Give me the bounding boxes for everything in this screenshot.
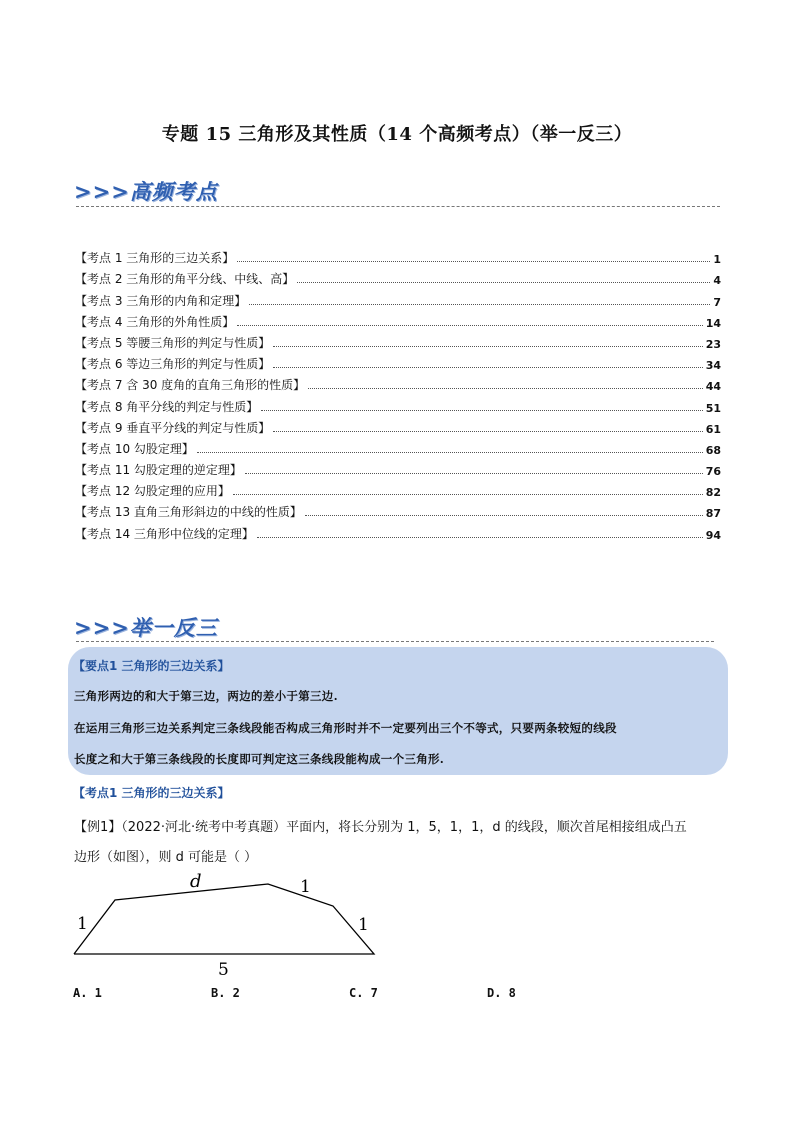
label-bottom: 5 — [218, 960, 229, 980]
toc-page-number: 61 — [705, 422, 721, 436]
toc-leader-dots — [249, 304, 710, 305]
toc-row[interactable] — [75, 478, 721, 499]
toc-row[interactable] — [75, 330, 721, 351]
toc-row[interactable] — [75, 351, 721, 372]
toc-leader-dots — [237, 261, 710, 262]
toc-label: 【考点 13 直角三角形斜边的中线的性质】 — [75, 505, 302, 520]
question-text: 边形（如图），则 d 可能是（ ） — [74, 850, 258, 865]
toc-row[interactable] — [75, 309, 721, 330]
toc-page-number: 1 — [713, 253, 721, 267]
toc-leader-dots — [305, 515, 703, 516]
toc-row[interactable] — [75, 393, 721, 414]
toc-label: 【考点 12 勾股定理的应用】 — [75, 484, 230, 499]
toc-row[interactable] — [75, 287, 721, 308]
toc-page-number: 76 — [705, 465, 721, 479]
toc-page-number: 82 — [705, 486, 721, 500]
pentagon-figure — [60, 865, 390, 985]
toc-label: 【考点 4 三角形的外角性质】 — [75, 314, 235, 329]
key-point-line: 在运用三角形三边关系判定三条线段能否构成三角形时并不一定要列出三个不等式，只要两条较短的线段 — [74, 721, 617, 735]
toc-page-number: 14 — [705, 316, 721, 330]
toc-row[interactable] — [75, 520, 721, 541]
label-right: 1 — [358, 915, 369, 935]
section-head-examples: >>>举一反三 — [74, 615, 218, 640]
toc-leader-dots — [308, 388, 703, 389]
toc-leader-dots — [297, 282, 710, 283]
table-of-contents — [75, 245, 721, 542]
toc-page-number: 7 — [713, 295, 721, 309]
toc-leader-dots — [237, 325, 702, 326]
toc-label: 【考点 3 三角形的内角和定理】 — [75, 293, 247, 308]
toc-row[interactable] — [75, 499, 721, 520]
toc-page-number: 4 — [713, 274, 721, 288]
option-a[interactable]: A. 1 — [73, 986, 102, 1000]
toc-page-number: 87 — [705, 507, 721, 521]
toc-label: 【考点 11 勾股定理的逆定理】 — [75, 463, 242, 478]
toc-leader-dots — [197, 452, 703, 453]
option-d[interactable]: D. 8 — [487, 986, 516, 1000]
toc-label: 【考点 1 三角形的三边关系】 — [75, 251, 235, 266]
toc-page-number: 94 — [705, 528, 721, 542]
toc-row[interactable] — [75, 245, 721, 266]
toc-label: 【考点 9 垂直平分线的判定与性质】 — [75, 420, 271, 435]
option-c[interactable]: C. 7 — [349, 986, 378, 1000]
toc-row[interactable] — [75, 457, 721, 478]
toc-label: 【考点 2 三角形的角平分线、中线、高】 — [75, 272, 295, 287]
toc-row[interactable] — [75, 372, 721, 393]
key-point-line: 长度之和大于第三条线段的长度即可判定这三条线段能构成一个三角形. — [74, 752, 445, 766]
toc-page-number: 34 — [705, 359, 721, 373]
toc-leader-dots — [257, 537, 703, 538]
section-head-high-frequency: >>>高频考点 — [74, 179, 218, 204]
toc-leader-dots — [233, 494, 703, 495]
exam-point-title: 【考点1 三角形的三边关系】 — [73, 786, 230, 800]
pentagon-outline — [74, 884, 374, 954]
toc-label: 【考点 14 三角形中位线的定理】 — [75, 526, 254, 541]
toc-page-number: 68 — [705, 443, 721, 457]
section-divider — [76, 206, 720, 207]
toc-leader-dots — [273, 346, 702, 347]
toc-row[interactable] — [75, 436, 721, 457]
question-text: 【例1】（2022·河北·统考中考真题）平面内，将长分别为 1，5，1，1，d 的线段，顺次首尾相接组成凸五 — [74, 820, 687, 835]
toc-leader-dots — [273, 367, 702, 368]
section-divider — [76, 641, 714, 642]
page-title: 专题 15 三角形及其性质（14 个高频考点）（举一反三） — [161, 124, 633, 145]
toc-label: 【考点 5 等腰三角形的判定与性质】 — [75, 335, 271, 350]
toc-page-number: 51 — [705, 401, 721, 415]
label-left: 1 — [77, 914, 88, 934]
toc-label: 【考点 8 角平分线的判定与性质】 — [75, 399, 259, 414]
label-d: d — [190, 871, 202, 892]
label-top-right: 1 — [300, 877, 311, 897]
toc-label: 【考点 6 等边三角形的判定与性质】 — [75, 357, 271, 372]
toc-leader-dots — [245, 473, 703, 474]
key-point-title: 【要点1 三角形的三边关系】 — [73, 659, 230, 673]
toc-row[interactable] — [75, 415, 721, 436]
toc-leader-dots — [273, 431, 702, 432]
toc-page-number: 44 — [705, 380, 721, 394]
toc-leader-dots — [261, 410, 702, 411]
toc-label: 【考点 7 含 30 度角的直角三角形的性质】 — [75, 378, 306, 393]
option-b[interactable]: B. 2 — [211, 986, 240, 1000]
key-point-line: 三角形两边的和大于第三边，两边的差小于第三边. — [74, 689, 338, 703]
toc-label: 【考点 10 勾股定理】 — [75, 441, 194, 456]
toc-page-number: 23 — [705, 337, 721, 351]
toc-row[interactable] — [75, 266, 721, 287]
